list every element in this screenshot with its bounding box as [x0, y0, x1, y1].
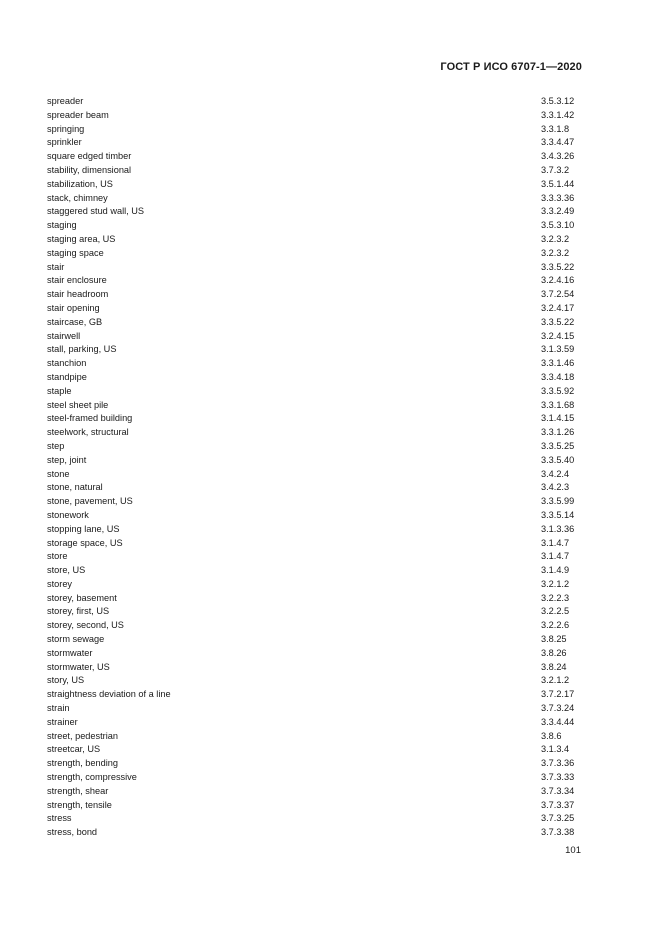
index-term: strength, shear	[47, 785, 109, 796]
index-term: stormwater, US	[47, 661, 110, 672]
index-term: stress	[47, 813, 72, 824]
index-entry	[47, 481, 582, 495]
index-term: step	[47, 440, 65, 451]
index-reference-number: 3.4.2.3	[541, 482, 570, 493]
index-term: storey	[47, 578, 73, 589]
index-term: stability, dimensional	[47, 164, 132, 175]
index-term: stair opening	[47, 302, 100, 313]
index-term: springing	[47, 123, 85, 134]
index-entry	[47, 468, 582, 482]
index-entry	[47, 412, 582, 426]
index-reference-number: 3.3.1.8	[541, 123, 570, 134]
index-term: stairwell	[47, 330, 81, 341]
index-term: stone, pavement, US	[47, 496, 133, 507]
index-entry	[47, 633, 582, 647]
index-reference-number: 3.3.5.25	[541, 440, 575, 451]
index-entry	[47, 233, 582, 247]
index-entry	[47, 592, 582, 606]
index-reference-number: 3.1.3.36	[541, 523, 575, 534]
index-entry	[47, 261, 582, 275]
index-reference-number: 3.7.3.34	[541, 785, 575, 796]
index-entry	[47, 674, 582, 688]
index-entry	[47, 357, 582, 371]
index-reference-number: 3.3.1.42	[541, 109, 575, 120]
index-reference-number: 3.3.4.44	[541, 716, 575, 727]
index-entry	[47, 205, 582, 219]
page-number: 101	[565, 845, 581, 856]
index-term: standpipe	[47, 371, 87, 382]
index-reference-number: 3.2.4.17	[541, 302, 575, 313]
index-entry	[47, 743, 582, 757]
index-entry	[47, 509, 582, 523]
index-entry	[47, 688, 582, 702]
index-entry	[47, 219, 582, 233]
index-term: storey, second, US	[47, 620, 124, 631]
index-reference-number: 3.3.4.47	[541, 137, 575, 148]
index-term: store, US	[47, 565, 86, 576]
index-reference-number: 3.4.2.4	[541, 468, 570, 479]
index-entry	[47, 150, 582, 164]
index-reference-number: 3.7.3.36	[541, 758, 575, 769]
index-entry	[47, 605, 582, 619]
index-entry	[47, 274, 582, 288]
index-entry	[47, 785, 582, 799]
index-term: stack, chimney	[47, 192, 108, 203]
index-term: streetcar, US	[47, 744, 101, 755]
index-reference-number: 3.2.2.5	[541, 606, 570, 617]
index-term: stress, bond	[47, 827, 98, 838]
index-entry	[47, 385, 582, 399]
index-reference-number: 3.2.3.2	[541, 233, 570, 244]
index-reference-number: 3.8.6	[541, 730, 562, 741]
index-entry	[47, 178, 582, 192]
index-reference-number: 3.7.3.33	[541, 772, 575, 783]
index-entry	[47, 799, 582, 813]
index-entry	[47, 454, 582, 468]
index-reference-number: 3.5.1.44	[541, 178, 575, 189]
index-entry	[47, 426, 582, 440]
index-entry	[47, 399, 582, 413]
index-term: stair	[47, 261, 65, 272]
index-entry	[47, 564, 582, 578]
term-index-list	[47, 95, 582, 840]
index-reference-number: 3.7.3.37	[541, 799, 575, 810]
index-term: stair enclosure	[47, 275, 107, 286]
index-reference-number: 3.2.1.2	[541, 675, 570, 686]
index-reference-number: 3.8.26	[541, 647, 567, 658]
index-reference-number: 3.7.2.54	[541, 289, 575, 300]
index-entry	[47, 523, 582, 537]
index-reference-number: 3.3.5.22	[541, 261, 575, 272]
index-entry	[47, 730, 582, 744]
index-reference-number: 3.1.4.7	[541, 537, 570, 548]
index-term: stall, parking, US	[47, 344, 117, 355]
index-entry	[47, 247, 582, 261]
index-reference-number: 3.3.1.46	[541, 358, 575, 369]
index-reference-number: 3.3.5.14	[541, 509, 575, 520]
index-term: stabilization, US	[47, 178, 113, 189]
index-reference-number: 3.2.2.6	[541, 620, 570, 631]
index-entry	[47, 164, 582, 178]
index-reference-number: 3.2.4.16	[541, 275, 575, 286]
index-reference-number: 3.5.3.12	[541, 96, 575, 106]
index-reference-number: 3.7.3.25	[541, 813, 575, 824]
index-term: storey, basement	[47, 592, 117, 603]
index-term: staggered stud wall, US	[47, 206, 145, 217]
index-entry	[47, 316, 582, 330]
index-reference-number: 3.1.4.9	[541, 565, 570, 576]
index-term: stonework	[47, 509, 89, 520]
index-reference-number: 3.7.3.2	[541, 164, 570, 175]
index-term: staging area, US	[47, 233, 116, 244]
index-term: story, US	[47, 675, 85, 686]
index-term: steel-framed building	[47, 413, 133, 424]
index-entry	[47, 619, 582, 633]
index-term: straightness deviation of a line	[47, 689, 171, 700]
index-term: strainer	[47, 716, 78, 727]
index-entry	[47, 109, 582, 123]
index-entry	[47, 757, 582, 771]
index-entry	[47, 702, 582, 716]
index-entry	[47, 123, 582, 137]
index-reference-number: 3.3.1.26	[541, 427, 575, 438]
index-reference-number: 3.8.24	[541, 661, 567, 672]
index-term: storey, first, US	[47, 606, 110, 617]
index-reference-number: 3.3.5.40	[541, 454, 575, 465]
index-term: stair headroom	[47, 289, 109, 300]
index-term: steelwork, structural	[47, 427, 129, 438]
index-term: strength, compressive	[47, 772, 137, 783]
index-reference-number: 3.3.2.49	[541, 206, 575, 217]
index-reference-number: 3.3.1.68	[541, 399, 575, 410]
index-term: step, joint	[47, 454, 87, 465]
index-term: stormwater	[47, 647, 93, 658]
index-reference-number: 3.3.5.92	[541, 385, 575, 396]
index-entry	[47, 192, 582, 206]
index-term: staple	[47, 385, 72, 396]
index-entry	[47, 550, 582, 564]
index-reference-number: 3.2.1.2	[541, 578, 570, 589]
index-term: store	[47, 551, 68, 562]
index-entry	[47, 647, 582, 661]
index-entry	[47, 371, 582, 385]
index-term: staging space	[47, 247, 104, 258]
index-entry	[47, 288, 582, 302]
index-entry	[47, 330, 582, 344]
index-term: strength, bending	[47, 758, 119, 769]
index-entry	[47, 136, 582, 150]
index-reference-number: 3.7.3.24	[541, 703, 575, 714]
index-reference-number: 3.1.4.7	[541, 551, 570, 562]
index-entry	[47, 826, 582, 840]
index-reference-number: 3.2.4.15	[541, 330, 575, 341]
index-entry	[47, 716, 582, 730]
index-term: stone	[47, 468, 70, 479]
index-entry	[47, 812, 582, 826]
index-entry	[47, 578, 582, 592]
index-reference-number: 3.8.25	[541, 634, 567, 645]
index-reference-number: 3.3.3.36	[541, 192, 575, 203]
index-term: staircase, GB	[47, 316, 103, 327]
index-reference-number: 3.7.2.17	[541, 689, 575, 700]
index-reference-number: 3.3.4.18	[541, 371, 575, 382]
index-term: street, pedestrian	[47, 730, 118, 741]
index-term: square edged timber	[47, 151, 132, 162]
index-term: spreader beam	[47, 109, 109, 120]
index-entry	[47, 771, 582, 785]
index-term: strain	[47, 703, 70, 714]
index-entry	[47, 661, 582, 675]
index-reference-number: 3.7.3.38	[541, 827, 575, 838]
index-reference-number: 3.3.5.99	[541, 496, 575, 507]
index-reference-number: 3.3.5.22	[541, 316, 575, 327]
index-term: storage space, US	[47, 537, 123, 548]
index-term: spreader	[47, 96, 84, 106]
index-reference-number: 3.2.2.3	[541, 592, 570, 603]
index-entry	[47, 302, 582, 316]
index-term: stanchion	[47, 358, 87, 369]
index-entry	[47, 95, 582, 109]
index-reference-number: 3.2.3.2	[541, 247, 570, 258]
index-entry	[47, 343, 582, 357]
standard-designation: ГОСТ Р ИСО 6707-1—2020	[440, 61, 582, 73]
index-reference-number: 3.1.3.4	[541, 744, 570, 755]
index-entry	[47, 495, 582, 509]
index-reference-number: 3.4.3.26	[541, 151, 575, 162]
index-reference-number: 3.1.3.59	[541, 344, 575, 355]
index-term: stone, natural	[47, 482, 103, 493]
index-term: steel sheet pile	[47, 399, 109, 410]
index-reference-number: 3.5.3.10	[541, 220, 575, 231]
index-entry	[47, 537, 582, 551]
index-term: staging	[47, 220, 77, 231]
index-entry	[47, 440, 582, 454]
index-term: sprinkler	[47, 137, 82, 148]
index-reference-number: 3.1.4.15	[541, 413, 575, 424]
index-term: storm sewage	[47, 634, 105, 645]
index-term: stopping lane, US	[47, 523, 120, 534]
index-term: strength, tensile	[47, 799, 112, 810]
